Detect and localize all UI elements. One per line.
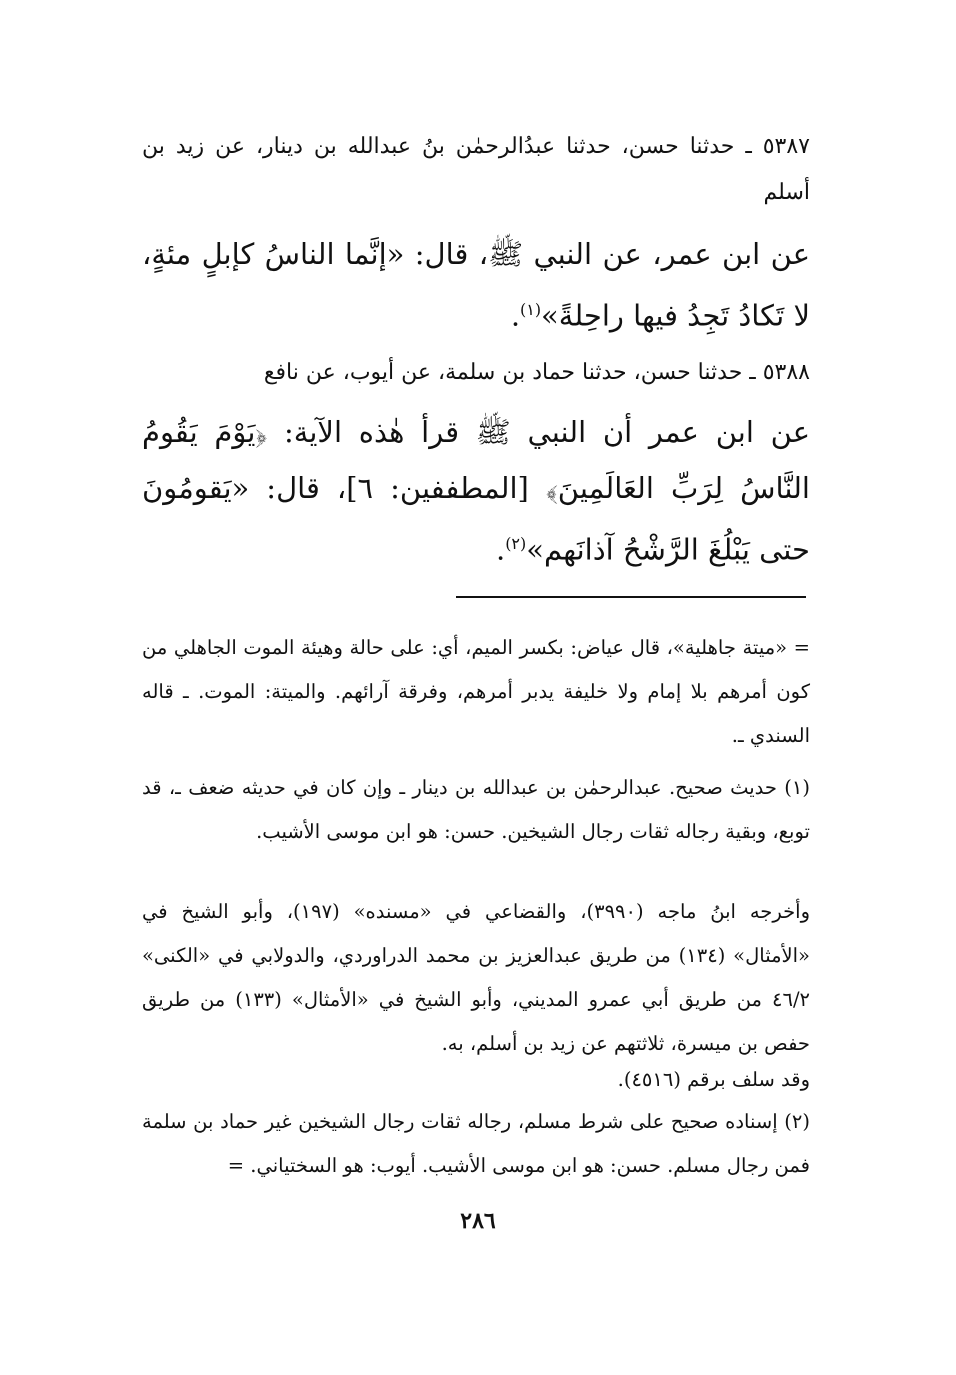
hadith-5388-text: عن ابن عمر أن النبي ﷺ قرأ هٰذه الآية: ﴿يَوْمَ يَقُومُ النَّاسُ لِرَبِّ العَالَمِينَ﴾ [المطففين: ٦]، قال: «يَقومُونَ حتى يَبْلُغَ الرَّشْحُ آذانَهم»: [142, 415, 810, 567]
hadith-5388-isnad: ٥٣٨٨ ـ حدثنا حسن، حدثنا حماد بن سلمة، عن أيوب، عن نافع: [263, 360, 810, 385]
footnote-ref-1: (١): [520, 300, 542, 319]
page-number: ٢٨٦: [460, 1208, 496, 1234]
footnote-1: (١) حديث صحيح. عبدالرحمٰن بن عبدالله بن دينار ـ وإن كان في حديثه ضعف ـ، قد توبع، وبقية رجاله ثقات رجال الشيخين. حسن: هو ابن موسى الأشيب.: [142, 776, 810, 843]
hadith-5387-end: .: [510, 298, 521, 333]
footnote-separator: [456, 596, 806, 598]
hadith-5387-matn: [142, 226, 810, 344]
hadith-5387-text: عن ابن عمر، عن النبي ﷺ، قال: «إنَّما الناسُ كإبلٍ مئةٍ، لا تَكادُ تَجِدُ فيها راحِلةً»: [142, 237, 810, 333]
hadith-5388-matn: [142, 404, 810, 578]
footnote-2: (٢) إسناده صحيح على شرط مسلم، رجاله ثقات رجال الشيخين غير حماد بن سلمة فمن رجال مسلم. حسن: هو ابن موسى الأشيب. أيوب: هو السختياني. =: [142, 1110, 810, 1177]
hadith-5387-isnad: ٥٣٨٧ ـ حدثنا حسن، حدثنا عبدُالرحمٰن بنُ عبدالله بن دينار، عن زيد بن أسلم: [142, 134, 810, 205]
footnote-1-takhrij: وأخرجه ابنُ ماجه (٣٩٩٠)، والقضاعي في «مسنده» (١٩٧)، وأبو الشيخ في «الأمثال» (١٣٤) من طريق عبدالعزيز بن محمد الدراوردي، والدولابي في «الكنى» ٤٦/٢ من طريق أبي عمرو المديني، وأبو الشيخ في «الأمثال» (١٣٣) من طريق حفص بن ميسرة، ثلاثتهم عن زيد بن أسلم، به.: [142, 900, 810, 1055]
footnote-continuation: = «ميتة جاهلية»، قال عياض: بكسر الميم، أي: على حالة وهيئة الموت الجاهلي من كون أمرهم بلا إمام ولا خليفة يدبر أمرهم، وفرقة آرائهم. والميتة: الموت. ـ قاله السندي ـ.: [142, 636, 810, 747]
footnote-1-crossref: وقد سلف برقم (٤٥١٦).: [617, 1068, 810, 1091]
footnote-ref-2: (٢): [505, 534, 527, 553]
hadith-5388-end: .: [495, 532, 506, 567]
